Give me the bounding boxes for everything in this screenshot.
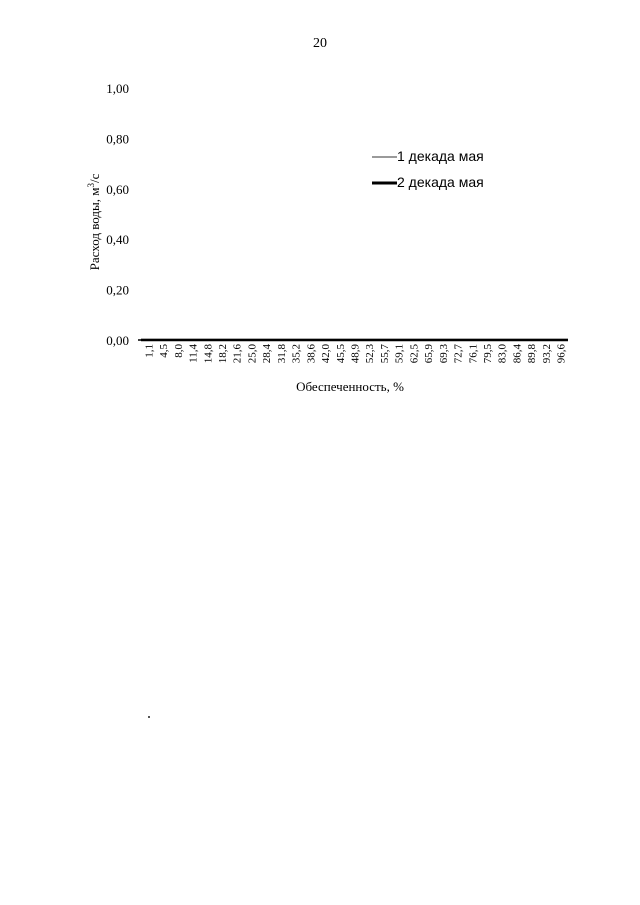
x-axis-ticks [143,344,567,364]
y-axis-title [86,173,102,270]
x-tick-label: 14,8 [202,344,215,364]
x-tick-label: 89,8 [526,344,539,364]
x-tick-label: 69,3 [437,344,450,364]
x-tick-label: 55,7 [378,344,391,364]
y-tick-label: 1,00 [106,81,129,96]
x-tick-label: 72,7 [452,344,465,364]
x-tick-label: 45,5 [334,344,347,364]
x-tick-label: 65,9 [423,344,436,364]
x-tick-label: 52,3 [364,344,377,364]
x-tick-label: 4,5 [158,344,171,358]
x-tick-label: 21,6 [231,344,244,364]
x-tick-label: 38,6 [305,344,318,364]
y-tick-label: 0,20 [106,282,129,298]
x-tick-label: 83,0 [496,344,509,364]
x-tick-label: 18,2 [216,344,229,364]
x-tick-label: 28,4 [261,344,274,364]
y-tick-label: 0,60 [106,181,129,197]
x-tick-label: 31,8 [275,344,288,364]
x-tick-label: 1,1 [143,344,156,358]
x-tick-label: 93,2 [540,344,553,364]
x-tick-label: 48,9 [349,344,362,364]
x-tick-label: 86,4 [511,344,524,364]
x-tick-label: 8,0 [172,344,185,358]
x-tick-label: 35,2 [290,344,303,364]
x-tick-label: 42,0 [320,344,333,364]
x-tick-label: 25,0 [246,344,259,364]
y-axis-title-main: Расход воды, м [87,187,102,271]
x-axis-title: Обеспеченность, % [296,379,404,394]
legend-label: 1 декада мая [397,148,484,164]
x-tick-label: 62,5 [408,344,421,364]
x-tick-label: 79,5 [482,344,495,364]
y-axis-title-superscript: 3 [86,183,96,188]
x-tick-label: 76,1 [467,344,480,364]
stray-mark [148,716,150,718]
y-tick-label: 0,80 [106,131,129,147]
x-tick-label: 11,4 [187,344,200,363]
legend-label: 2 декада мая [397,174,484,190]
legend [372,148,484,190]
page-number: 20 [313,36,327,51]
y-tick-label: 0,00 [106,333,129,348]
y-axis-title-unit: /с [87,173,102,184]
x-tick-label: 59,1 [393,344,406,364]
x-tick-label: 96,6 [555,344,568,364]
y-tick-label: 0,40 [106,232,129,248]
y-axis-ticks [106,81,129,348]
